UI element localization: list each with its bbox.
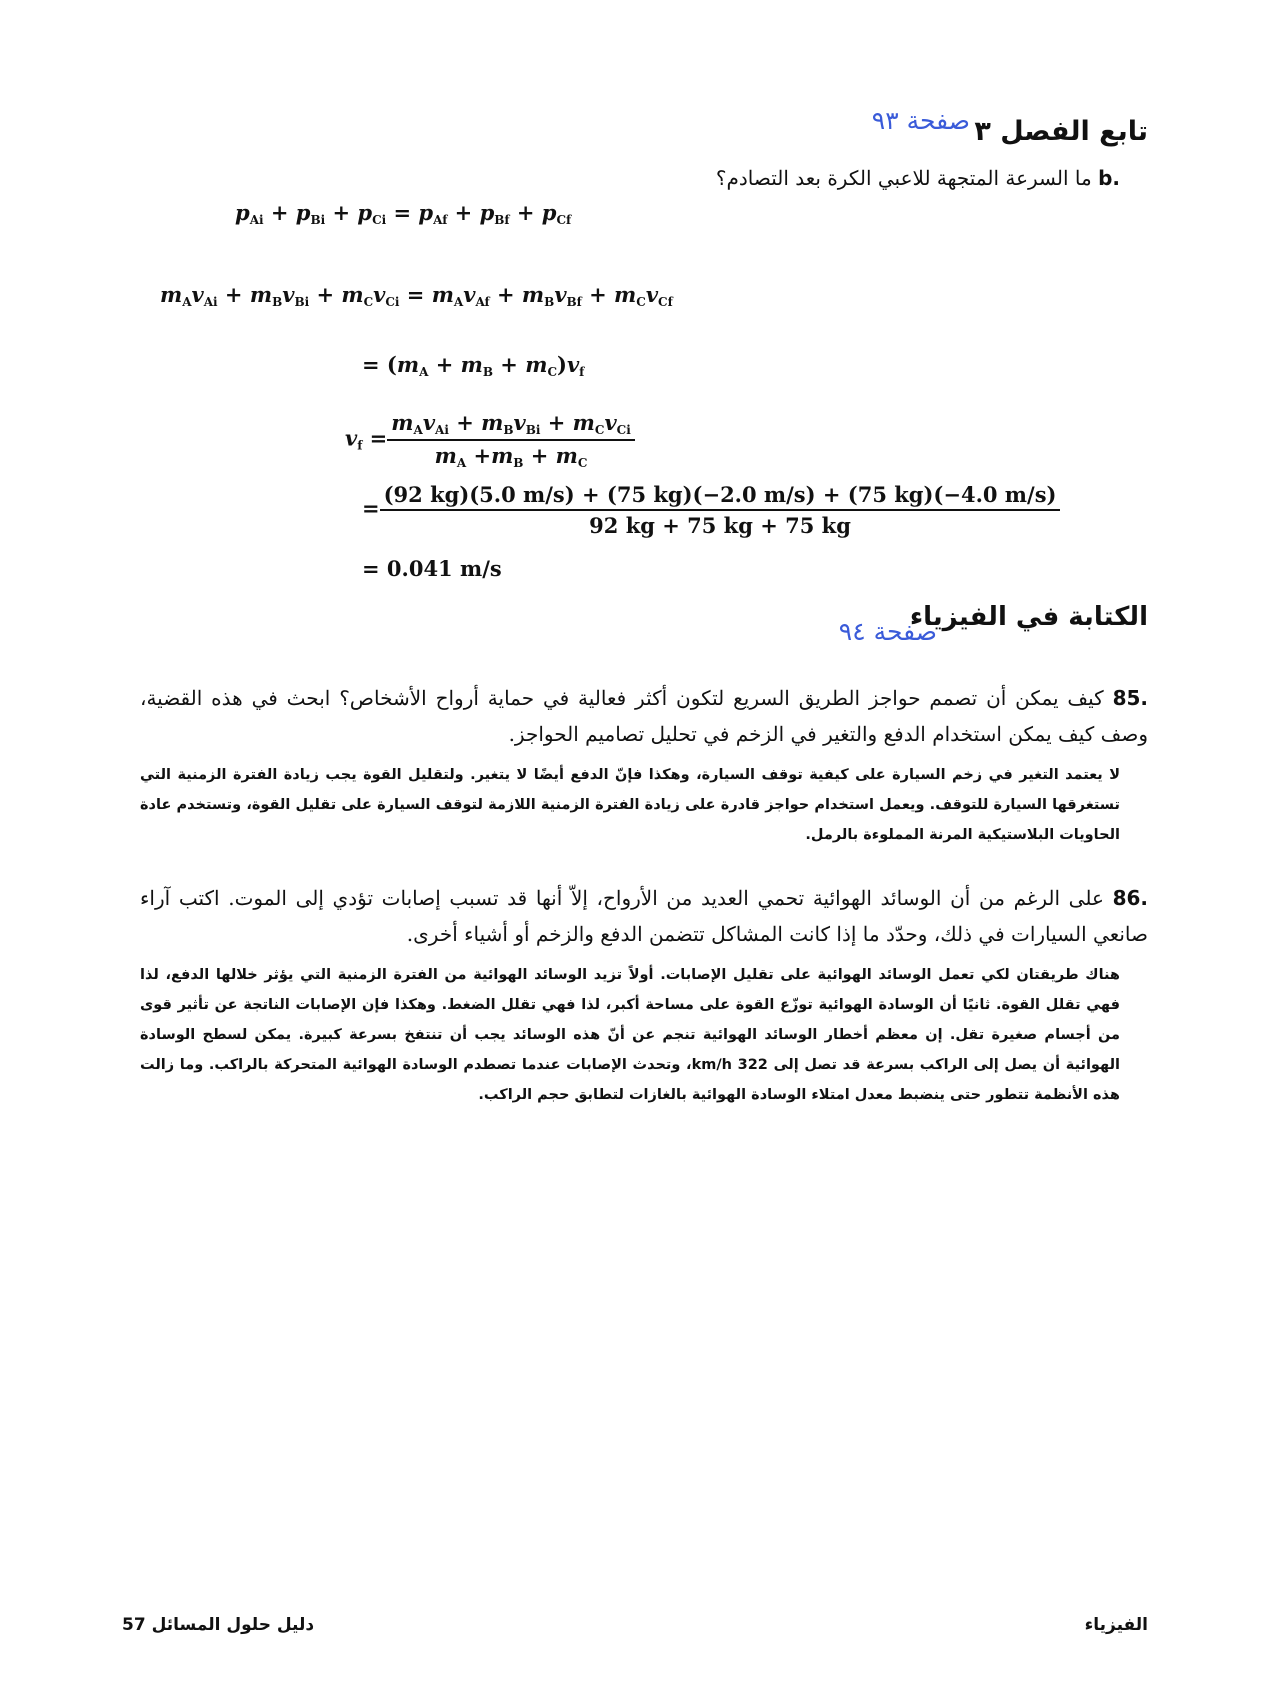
answer-85: لا يعتمد التغير في زخم السيارة على كيفية توقف السيارة، وهكذا فإنّ الدفع أيضًا لا يتغير. ولتقليل القوة يجب زيادة الفترة الزمنية التي تستغرقها السيارة للتوقف. ويعمل استخدام حواجز قادرة على زيادة الفترة الزمنية اللازمة لتوقف السيارة على تقليل القوة، وتستخدم عادة الحاويات البلاستيكية المرنة المملوءة بالرمل.: [140, 767, 1120, 843]
equation-momentum-sum: $p_{Ai} + p_{Bi} + p_{Ci} = p_{Af} + p_{Bf} + p_{Cf}$: [235, 200, 572, 227]
vf-fraction: $\frac{m_Av_{Ai} + m_Bv_{Bi} + m_Cv_{Ci}}{m_A +m_B + m_C}$: [387, 410, 634, 470]
equation-vf-fraction: $v_f$ = $\frac{m_Av_{Ai} + m_Bv_{Bi} + m_Cv_{Ci}}{m_A +m_B + m_C}$: [345, 410, 635, 470]
substitution-numerator: (92 kg)(5.0 m/s) + (75 kg)(−2.0 m/s) + (75 kg)(−4.0 m/s): [380, 482, 1061, 511]
substitution-equals: =: [362, 495, 380, 521]
section-title: الكتابة في الفيزياء: [909, 602, 1148, 632]
question-86-number: 86.: [1112, 886, 1148, 910]
equation-substitution: [362, 482, 1060, 538]
chapter-title: تابع الفصل ٣: [974, 116, 1148, 147]
question-85-number: 85.: [1112, 686, 1149, 710]
equation-result: = 0.041 m/s: [362, 556, 502, 581]
answer-86: هناك طريقتان لكي تعمل الوسائد الهوائية على تقليل الإصابات. أولاً تزيد الوسائد الهوائية من الفترة الزمنية التي يؤثر خلالها الدفع، لذا فهي تقلل القوة. ثانيًا أن الوسادة الهوائية توزّع القوة على مساحة أكبر، لذا فهي تقلل الضغط. وهكذا فإن الإصابات الناتجة عن تأثير قوى من أجسام صغيرة تقل. إن معظم أخطار الوسائد الهوائية تنجم عن أنّ هذه الوسائد يجب أن تنتفخ بسرعة كبيرة. يمكن لسطح الوسادة الهوائية أن يصل إلى الراكب بسرعة قد تصل إلى 322 km/h، وتحدث الإصابات عندما تصطدم الوسادة الهوائية المتحركة بالراكب. وما زالت هذه الأنظمة تتطور حتى ينضبط معدل امتلاء الوسادة الهوائية بالغازات لتطابق حجم الراكب.: [140, 967, 1120, 1103]
equation-combined-mass: = $(m_A + m_B + m_C)v_f$: [362, 352, 585, 379]
question-b-text: ما السرعة المتجهة للاعبي الكرة بعد التصادم؟: [715, 166, 1092, 190]
question-b: [120, 160, 1120, 196]
question-b-label: b.: [1098, 166, 1120, 190]
footer-subject: الفيزياء: [1084, 1615, 1148, 1635]
page-ref-94: صفحة ٩٤: [838, 617, 937, 646]
question-85-text: كيف يمكن أن تصمم حواجز الطريق السريع لتكون أكثر فعالية في حماية أرواح الأشخاص؟ ابحث في هذه القضية، وصف كيف يمكن استخدام الدفع والتغير في الزخم في تحليل تصاميم الحواجز.: [140, 686, 1148, 746]
footer-guide-page: دليل حلول المسائل 57: [122, 1615, 315, 1635]
substitution-fraction: [380, 482, 1061, 538]
question-86: [140, 880, 1148, 952]
question-85: [140, 680, 1148, 752]
page-ref-93: صفحة ٩٣: [871, 106, 970, 135]
substitution-denominator: 92 kg + 75 kg + 75 kg: [589, 513, 851, 538]
equation-mass-velocity: $m_Av_{Ai} + m_Bv_{Bi} + m_Cv_{Ci} = m_Av_{Af} + m_Bv_{Bf} + m_Cv_{Cf}$: [160, 282, 673, 309]
question-86-text: على الرغم من أن الوسائد الهوائية تحمي العديد من الأرواح، إلاّ أنها قد تسبب إصابات تؤدي إلى الموت. اكتب آراء صانعي السيارات في ذلك، وحدّد ما إذا كانت المشاكل تتضمن الدفع والزخم أو أشياء أخرى.: [140, 886, 1148, 946]
